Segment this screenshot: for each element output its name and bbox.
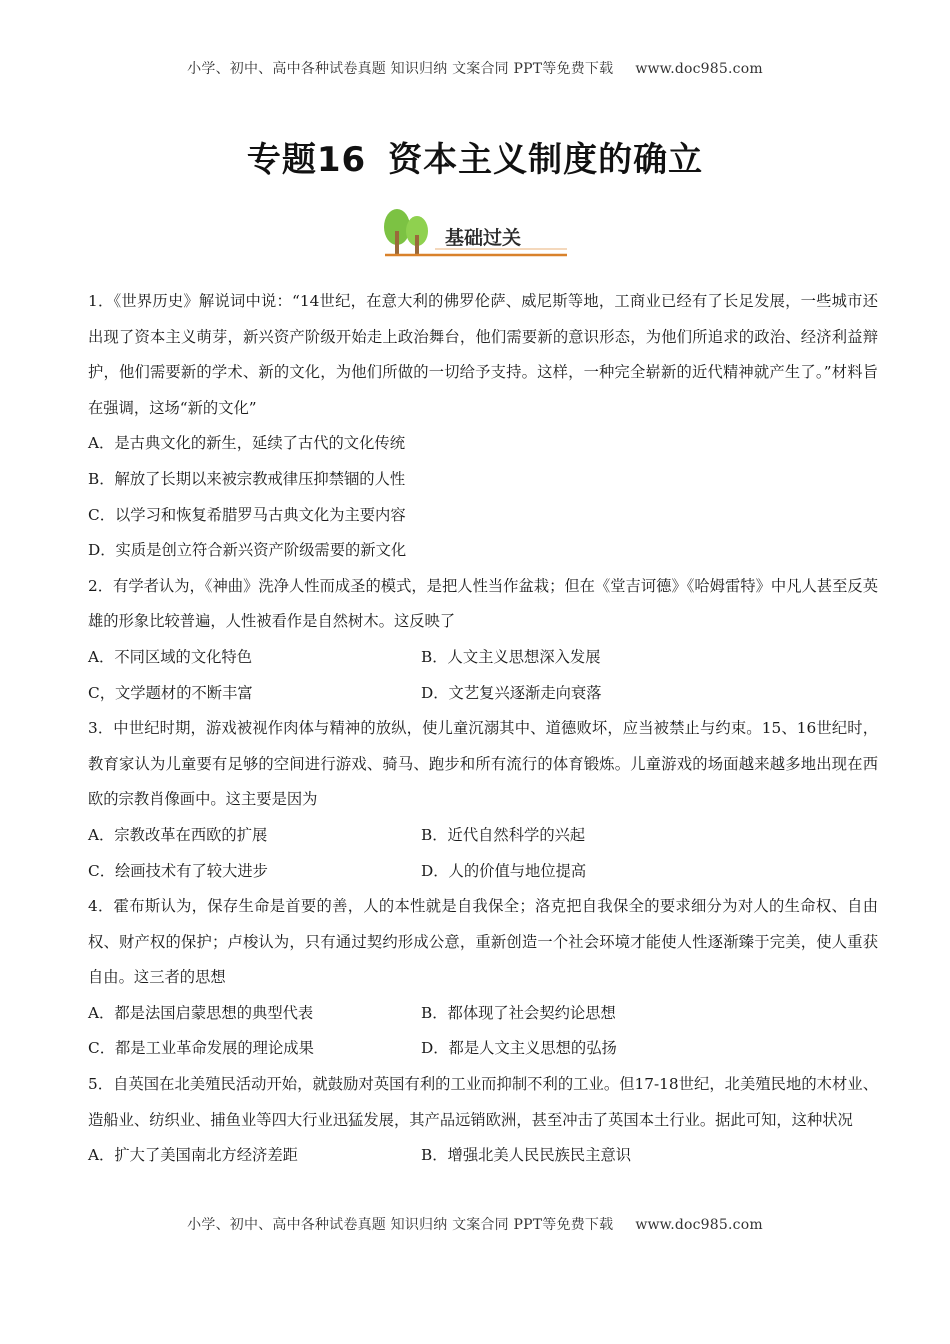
question-stem: 1．《世界历史》解说词中说：“14世纪，在意大利的佛罗伦萨、威尼斯等地，工商业已经有了长足发展，一些城市还出现了资本主义萌芽，新兴资产阶级开始走上政治舞台，他们需要新的意识形态，为他们所追求的政治、经济利益辩护，他们需要新的学术、新的文化，为他们所做的一切给予支持。这样，一种完全崭新的近代精神就产生了。”材料旨在强调，这场“新的文化” bbox=[88, 292, 878, 417]
option-b: B．人文主义思想深入发展 bbox=[421, 647, 601, 666]
option-d: D．都是人文主义思想的弘扬 bbox=[421, 1039, 617, 1058]
option-a: A．都是法国启蒙思想的典型代表 bbox=[88, 1003, 314, 1022]
option-b: B．增强北美人民民族民主意识 bbox=[421, 1146, 632, 1165]
header-site-link[interactable]: www.doc985.com bbox=[635, 61, 763, 77]
question-stem: 3．中世纪时期，游戏被视作肉体与精神的放纵，使儿童沉溺其中、道德败坏，应当被禁止与约束。15、16世纪时，教育家认为儿童要有足够的空间进行游戏、骑马、跑步和所有流行的体育锻炼。儿童游戏的场面越来越多地出现在西欧的宗教肖像画中。这主要是因为 bbox=[88, 719, 878, 809]
option-c: C．都是工业革命发展的理论成果 bbox=[88, 1039, 314, 1058]
option-d: D．实质是创立符合新兴资产阶级需要的新文化 bbox=[88, 541, 407, 560]
footer-text: 小学、初中、高中各种试卷真题 知识归纳 文案合同 PPT等免费下载 bbox=[187, 1217, 614, 1233]
question-1 bbox=[88, 284, 878, 569]
page-footer bbox=[0, 1214, 950, 1234]
question-3 bbox=[88, 711, 878, 889]
question-stem: 2．有学者认为，《神曲》洗净人性而成圣的模式，是把人性当作盆栽；但在《堂吉诃德》《哈姆雷特》中凡人甚至反英雄的形象比较普遍，人性被看作是自然树木。这反映了 bbox=[88, 576, 878, 631]
header-text: 小学、初中、高中各种试卷真题 知识归纳 文案合同 PPT等免费下载 bbox=[187, 61, 614, 77]
page-header bbox=[0, 58, 950, 78]
section-badge bbox=[375, 205, 575, 263]
question-4 bbox=[88, 889, 878, 1067]
question-2 bbox=[88, 569, 878, 711]
title-text: 资本主义制度的确立 bbox=[388, 140, 704, 180]
option-a: A．是古典文化的新生，延续了古代的文化传统 bbox=[88, 434, 405, 453]
title-number: 专题16 bbox=[246, 140, 367, 180]
option-c: C，文学题材的不断丰富 bbox=[88, 683, 253, 702]
footer-site-link[interactable]: www.doc985.com bbox=[635, 1217, 763, 1233]
option-b: B．都体现了社会契约论思想 bbox=[421, 1003, 616, 1022]
question-stem: 4．霍布斯认为，保存生命是首要的善，人的本性就是自我保全；洛克把自我保全的要求细分为对人的生命权、自由权、财产权的保护；卢梭认为，只有通过契约形成公意，重新创造一个社会环境才能使人性逐渐臻于完美，使人重获自由。这三者的思想 bbox=[88, 897, 878, 987]
question-list bbox=[88, 284, 878, 1174]
option-a: A．不同区域的文化特色 bbox=[88, 647, 253, 666]
option-b: B．解放了长期以来被宗教戒律压抑禁锢的人性 bbox=[88, 469, 406, 488]
question-5 bbox=[88, 1067, 878, 1174]
question-stem: 5．自英国在北美殖民活动开始，就鼓励对英国有利的工业而抑制不利的工业。但17-18世纪，北美殖民地的木材业、造船业、纺织业、捕鱼业等四大行业迅猛发展，其产品远销欧洲，甚至冲击了英国本土行业。据此可知，这种状况 bbox=[88, 1075, 878, 1129]
option-a: A．扩大了美国南北方经济差距 bbox=[88, 1146, 298, 1165]
option-d: D．文艺复兴逐渐走向衰落 bbox=[421, 683, 602, 702]
option-b: B．近代自然科学的兴起 bbox=[421, 825, 586, 844]
section-label: 基础过关 bbox=[445, 227, 522, 249]
page-title bbox=[0, 132, 950, 181]
option-d: D．人的价值与地位提高 bbox=[421, 861, 587, 880]
option-a: A．宗教改革在西欧的扩展 bbox=[88, 825, 268, 844]
option-c: C．绘画技术有了较大进步 bbox=[88, 861, 268, 880]
option-c: C．以学习和恢复希腊罗马古典文化为主要内容 bbox=[88, 505, 406, 524]
